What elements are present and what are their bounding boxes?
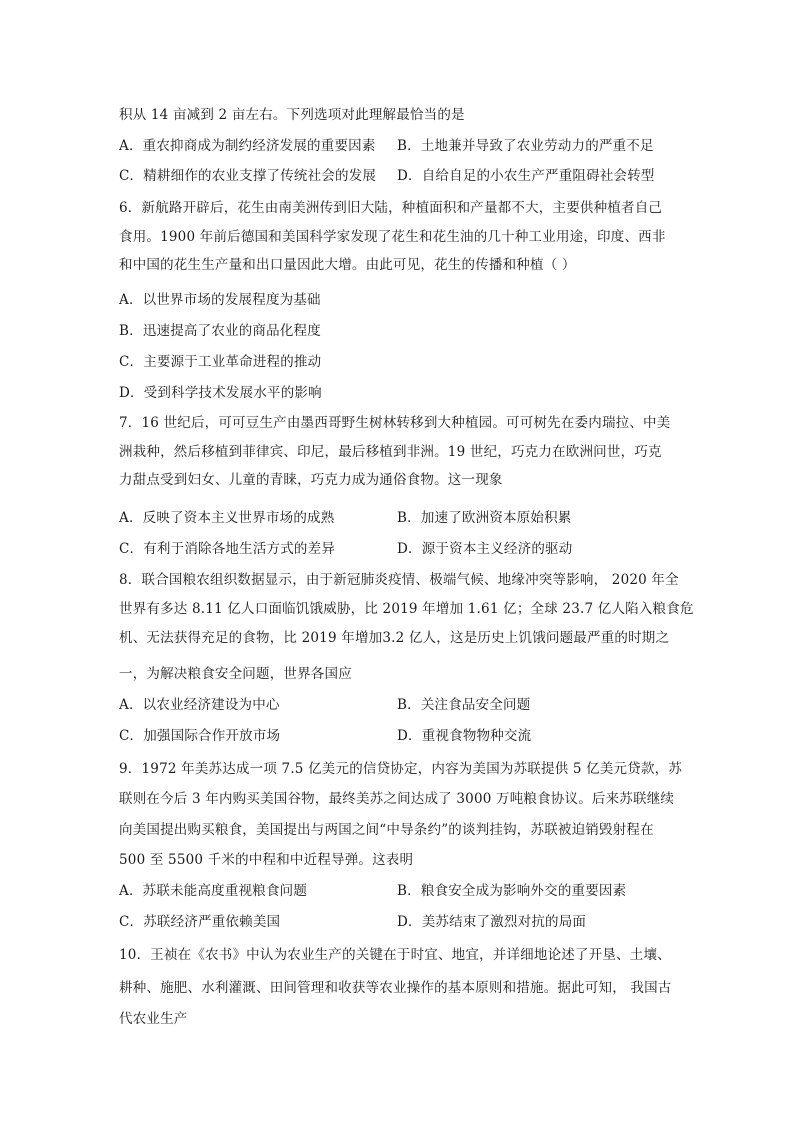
q6-stem-line-1: 6．新航路开辟后，花生由南美洲传到旧大陆，种植面积和产量都不大，主要供种植者自己	[119, 200, 663, 216]
q6-option-c: C．主要源于工业革命进程的推动	[119, 354, 322, 370]
q5-option-d: D．自给自足的小农生产严重阻碍社会转型	[397, 168, 655, 184]
q9-stem-line-3: 向美国提出购买粮食，美国提出与两国之间“中导条约”的谈判挂钩，苏联被迫销毁射程在	[119, 822, 654, 838]
q9-option-c: C．苏联经济严重依赖美国	[119, 914, 281, 930]
q7-stem-line-3: 力甜点受到妇女、儿童的青睐，巧克力成为通俗食物。这一现象	[119, 472, 503, 488]
q7-option-d: D．源于资本主义经济的驱动	[397, 541, 573, 557]
q8-stem-line-4: 一，为解决粮食安全问题，世界各国应	[119, 666, 352, 682]
q6-option-b: B．迅速提高了农业的商品化程度	[119, 323, 321, 339]
q8-option-d: D．重视食物物种交流	[397, 728, 532, 744]
q10-stem-line-1: 10．王祯在《农书》中认为农业生产的关键在于时宜、地宜，并详细地论述了开垦、土壤、	[119, 947, 671, 963]
q5-option-a: A．重农抑商成为制约经济发展的重要因素	[119, 138, 376, 154]
q5-stem-tail: 积从 14 亩减到 2 亩左右。下列选项对此理解最恰当的是	[119, 107, 465, 123]
q6-stem-line-3: 和中国的花生生产量和出口量因此大增。由此可见，花生的传播和种植（ ）	[119, 257, 576, 273]
q9-stem-line-4: 500 至 5500 千米的中程和中近程导弹。这表明	[119, 852, 414, 868]
q7-option-b: B．加速了欧洲资本原始积累	[397, 510, 572, 526]
q8-option-c: C．加强国际合作开放市场	[119, 728, 281, 744]
q7-stem-line-1: 7．16 世纪后，可可豆生产由墨西哥野生树林转移到大种植园。可可树先在委内瑞拉、中美	[119, 415, 671, 431]
q8-stem-line-3: 机、无法获得充足的食物，比 2019 年增加3.2 亿人，这是历史上饥饿问题最严重的时期之	[119, 630, 670, 646]
q6-option-d: D．受到科学技术发展水平的影响	[119, 385, 322, 401]
q7-option-a: A．反映了资本主义世界市场的成熟	[119, 510, 335, 526]
q9-stem-line-2: 联则在今后 3 年内购买美国谷物，最终美苏之间达成了 3000 万吨粮食协议。后来苏联继续	[119, 791, 675, 807]
q8-option-b: B．关注食品安全问题	[397, 697, 531, 713]
q8-stem-line-1: 8．联合国粮农组织数据显示，由于新冠肺炎疫情、极端气候、地缘冲突等影响， 2020 年全	[119, 572, 679, 588]
q5-option-c: C．精耕细作的农业支撑了传统社会的发展	[119, 168, 377, 184]
q10-stem-line-2: 耕种、施肥、水利灌溉、田间管理和收获等农业操作的基本原则和措施。据此可知， 我国古	[119, 980, 672, 996]
q8-option-a: A．以农业经济建设为中心	[119, 697, 280, 713]
q9-stem-line-1: 9．1972 年美苏达成一项 7.5 亿美元的信贷协定，内容为美国为苏联提供 5 亿美元贷款，苏	[119, 761, 683, 777]
q9-option-a: A．苏联未能高度重视粮食问题	[119, 883, 308, 899]
q6-option-a: A．以世界市场的发展程度为基础	[119, 292, 321, 308]
q5-option-b: B．土地兼并导致了农业劳动力的严重不足	[397, 138, 654, 154]
q8-stem-line-2: 世界有多达 8.11 亿人口面临饥饿威胁，比 2019 年增加 1.61 亿；全球 23.7 亿人陷入粮食危	[119, 601, 694, 617]
q10-stem-line-3: 代农业生产	[119, 1011, 188, 1027]
q6-stem-line-2: 食用。1900 年前后德国和美国科学家发现了花生和花生油的几十种工业用途，印度、西非	[119, 229, 666, 245]
q9-option-b: B．粮食安全成为影响外交的重要因素	[397, 883, 627, 899]
q9-option-d: D．美苏结束了激烈对抗的局面	[397, 914, 587, 930]
q7-option-c: C．有利于消除各地生活方式的差异	[119, 541, 336, 557]
q7-stem-line-2: 洲栽种，然后移植到菲律宾、印尼，最后移植到非洲。19 世纪，巧克力在欧洲问世，巧克	[119, 444, 662, 460]
